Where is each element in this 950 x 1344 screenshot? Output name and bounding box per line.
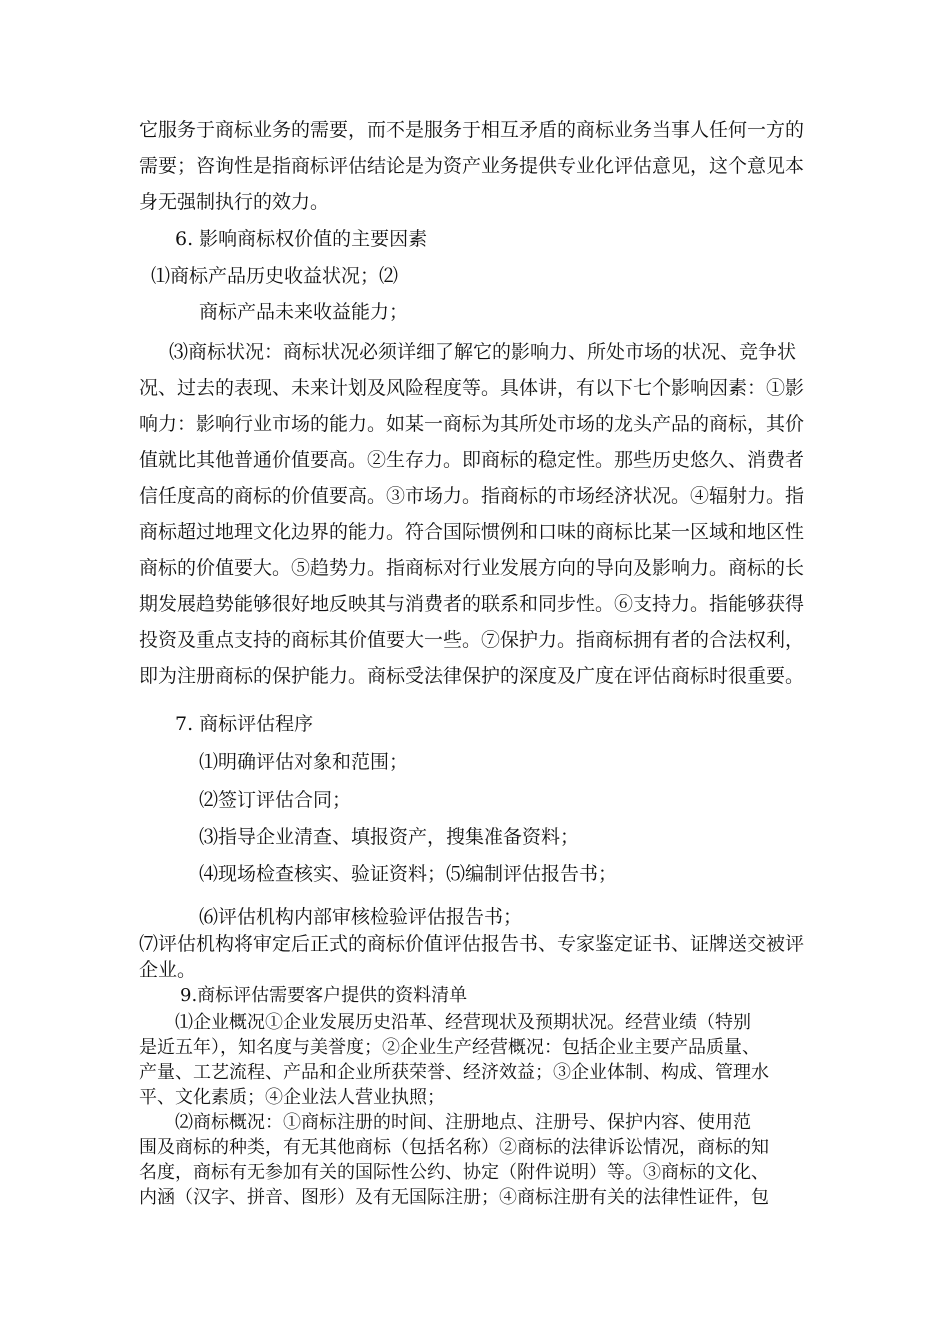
section-6-item-3-line: ⑶商标状况：商标状况必须详细了解它的影响力、所处市场的状况、竞争状 — [169, 341, 797, 363]
section-6-item-1: ⑴商标产品历史收益状况；⑵ — [151, 265, 399, 287]
section-9-item-2-line: 围及商标的种类，有无其他商标（包括名称）②商标的法律诉讼情况，商标的知 — [139, 1137, 769, 1158]
section-7-step: ⑵签订评估合同； — [199, 789, 352, 811]
section-9-item-2-line: 名度，商标有无参加有关的国际性公约、协定（附件说明）等。③商标的文化、 — [139, 1162, 769, 1183]
section-6-item-3-line: 值就比其他普通价值要高。②生存力。即商标的稳定性。那些历史悠久、消费者 — [139, 449, 805, 471]
section-6-item-3-line: 响力：影响行业市场的能力。如某一商标为其所处市场的龙头产品的商标，其价 — [139, 413, 805, 435]
section-9-item-1-line: 产量、工艺流程、产品和企业所获荣誉、经济效益；③企业体制、构成、管理水 — [139, 1062, 769, 1083]
section-9-item-2-line: ⑵商标概况：①商标注册的时间、注册地点、注册号、保护内容、使用范 — [175, 1112, 751, 1133]
section-7-step: ⑴明确评估对象和范围； — [199, 751, 409, 773]
section-7-step: ⑶指导企业清查、填报资产，搜集准备资料； — [199, 826, 580, 848]
section-6-item-3-line: 商标的价值要大。⑤趋势力。指商标对行业发展方向的导向及影响力。商标的长 — [139, 557, 805, 579]
section-7-heading: 7. 商标评估程序 — [175, 713, 314, 735]
intro-line: 身无强制执行的效力。 — [139, 191, 330, 213]
section-9-item-1-line: ⑴企业概况①企业发展历史沿革、经营现状及预期状况。经营业绩（特别 — [175, 1012, 751, 1033]
section-6-heading: 6. 影响商标权价值的主要因素 — [175, 228, 428, 250]
section-6-item-3-line: 信任度高的商标的价值要高。③市场力。指商标的市场经济状况。④辐射力。指 — [139, 485, 805, 507]
section-7-step: ⑷现场检查核实、验证资料；⑸编制评估报告书； — [199, 863, 618, 885]
section-6-item-3-line: 商标超过地理文化边界的能力。符合国际惯例和口味的商标比某一区域和地区性 — [139, 521, 805, 543]
section-6-item-3-line: 投资及重点支持的商标其价值要大一些。⑦保护力。指商标拥有者的合法权利， — [139, 629, 805, 651]
section-9-item-2-line: 内涵（汉字、拼音、图形）及有无国际注册；④商标注册有关的法律性证件，包 — [139, 1187, 769, 1208]
section-7-step-7-line: ⑺评估机构将审定后正式的商标价值评估报告书、专家鉴定证书、证牌送交被评 — [139, 933, 805, 955]
section-6-item-2: 商标产品未来收益能力； — [199, 301, 409, 323]
section-6-item-3-line: 期发展趋势能够很好地反映其与消费者的联系和同步性。⑥支持力。指能够获得 — [139, 593, 805, 615]
section-9-heading: 9.商标评估需要客户提供的资料清单 — [180, 985, 468, 1006]
intro-line: 它服务于商标业务的需要，而不是服务于相互矛盾的商标业务当事人任何一方的 — [139, 119, 805, 141]
section-7-step-7-line: 企业。 — [139, 959, 197, 981]
section-7-step: ⑹评估机构内部审核检验评估报告书； — [199, 906, 523, 928]
section-6-item-3-line: 况、过去的表现、未来计划及风险程度等。具体讲，有以下七个影响因素：①影 — [139, 377, 805, 399]
section-6-item-3-line: 即为注册商标的保护能力。商标受法律保护的深度及广度在评估商标时很重要。 — [139, 665, 805, 687]
section-9-item-1-line: 是近五年），知名度与美誉度；②企业生产经营概况：包括企业主要产品质量、 — [139, 1037, 760, 1058]
section-9-item-1-line: 平、文化素质；④企业法人营业执照； — [139, 1087, 445, 1108]
intro-line: 需要；咨询性是指商标评估结论是为资产业务提供专业化评估意见，这个意见本 — [139, 155, 805, 177]
